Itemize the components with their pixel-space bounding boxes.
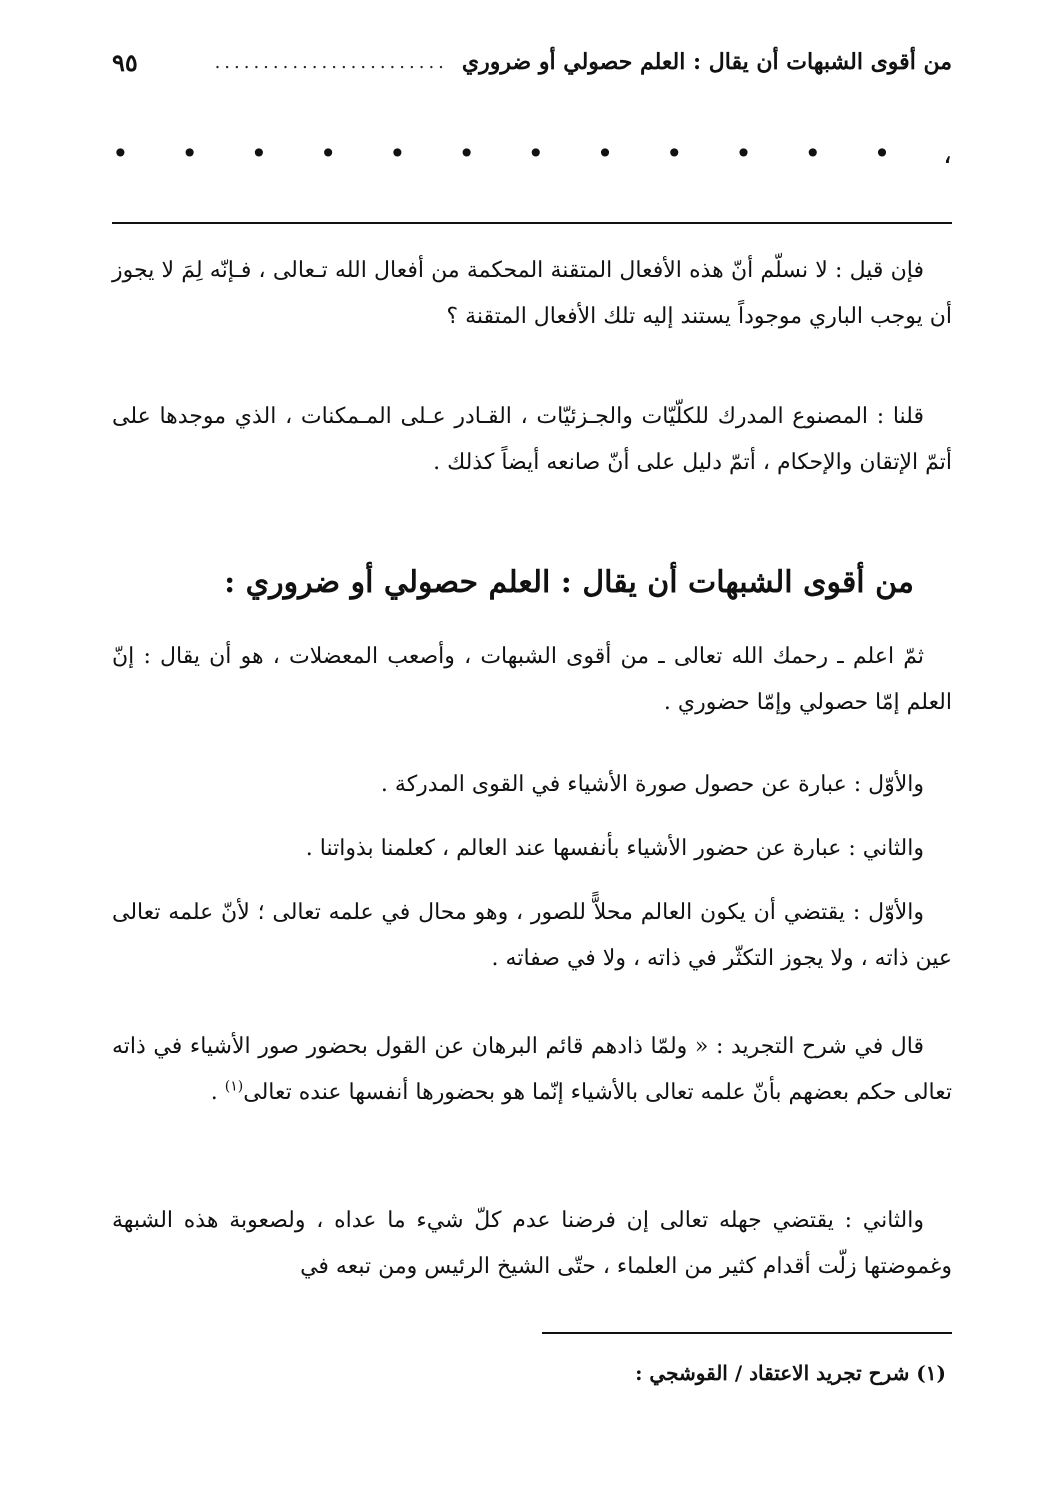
separator-dot: • (389, 137, 406, 170)
separator-dot: • (596, 137, 614, 170)
paragraph-intro: ثمّ اعلم ـ رحمك الله تعالى ـ من أقوى الشبهات ، وأصعب المعضلات ، هو أن يقال : إنّ العلم إمّا حصولي وإمّا حضوري . (112, 644, 952, 715)
paragraph-quote (112, 1024, 952, 1116)
dot-leader: ........................ (214, 51, 448, 73)
separator-dot: • (181, 137, 198, 170)
separator-dot: • (112, 137, 129, 170)
separator-dot: • (735, 137, 752, 170)
section-divider (112, 222, 952, 224)
paragraph-objection: فإن قيل : لا نسلّم أنّ هذه الأفعال المتقنة المحكمة من أفعال الله تـعالى ، فـإنّه لِمَ لا يجوز أن يوجب الباري موجوداً يستند إليه تلك الأفعال المتقنة ؟ (112, 258, 952, 329)
paragraph-answer: قلنا : المصنوع المدرك للكلّيّات والجـزئيّات ، القـادر عـلى المـمكنات ، الذي موجدها على أتمّ الإتقان والإحكام ، أتمّ دليل على أنّ صانعه أيضاً كذلك . (112, 404, 952, 475)
paragraph-first-implication: والأوّل : يقتضي أن يكون العالم محلاًّ للصور ، وهو محال في علمه تعالى ؛ لأنّ علمه تعالى عين ذاته ، ولا يجوز التكثّر في ذاته ، ولا في صفاته . (112, 900, 952, 971)
separator-dot: • (873, 137, 891, 170)
section-heading: من أقوى الشبهات أن يقال : العلم حصولي أو ضروري : (224, 565, 914, 600)
separator-dot: • (458, 137, 475, 170)
quote-text: قال في شرح التجريد : « ولمّا ذادهم قائم البرهان عن القول بحضور صور الأشياء في ذاته تعالى حكم بعضهم بأنّ علمه تعالى بالأشياء إنّما هو بحضورها أنفسها عنده تعالى (112, 1034, 952, 1105)
running-header (112, 42, 952, 82)
quote-ending: . (210, 1080, 225, 1105)
footnote: (١) شرح تجريد الاعتقاد / القوشجي : (635, 1361, 946, 1385)
page-number: ٩٥ (112, 47, 138, 77)
paragraph-second-implication: والثاني : يقتضي جهله تعالى إن فرضنا عدم كلّ شيء ما عداه ، ولصعوبة هذه الشبهة وغموضتها زلّت أقدام كثير من العلماء ، حتّى الشيخ الرئيس ومن تبعه في (112, 1208, 952, 1279)
separator-dot: • (527, 137, 545, 170)
separator-dot: • (319, 137, 337, 170)
footnote-divider (542, 1332, 952, 1334)
footnote-marker: (١) (224, 1078, 244, 1095)
separator-dot: • (666, 137, 683, 170)
separator-dot: • (250, 137, 268, 170)
separator-dots (112, 137, 952, 170)
paragraph-second-definition: والثاني : عبارة عن حضور الأشياء بأنفسها عند العالم ، كعلمنا بذواتنا . (305, 836, 924, 861)
separator-dot: ، (942, 137, 952, 170)
running-title: من أقوى الشبهات أن يقال : العلم حصولي أو ضروري (461, 49, 952, 75)
paragraph-first-definition: والأوّل : عبارة عن حصول صورة الأشياء في القوى المدركة . (380, 772, 924, 797)
separator-dot: • (804, 137, 821, 170)
